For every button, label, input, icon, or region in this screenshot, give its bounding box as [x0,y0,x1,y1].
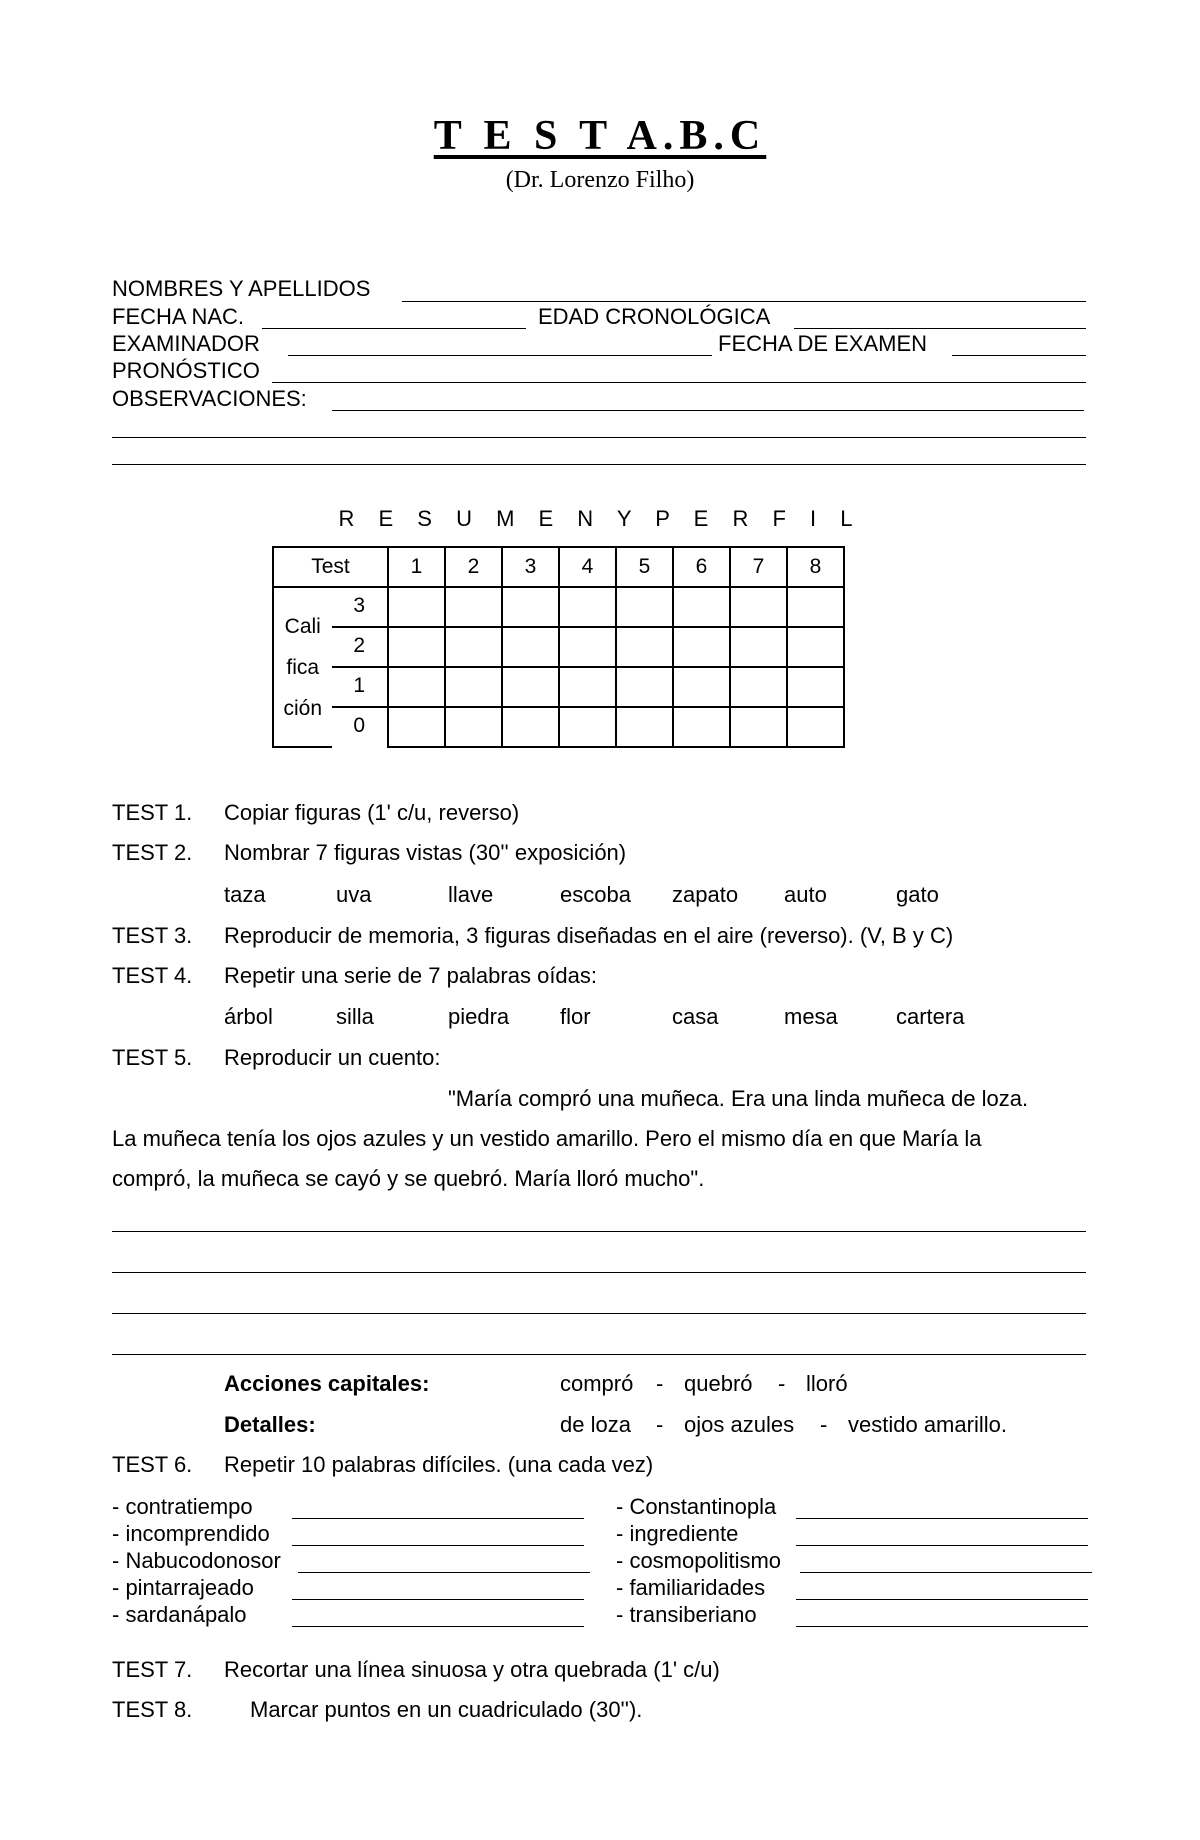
profile-table [272,546,845,748]
col-header: 8 [787,547,844,587]
level-1: 1 [332,667,388,707]
score-cell[interactable] [730,707,787,747]
score-cell[interactable] [673,667,730,707]
observaciones-line[interactable] [112,437,1086,438]
t6-answer[interactable] [292,1599,584,1600]
acciones-label: Acciones capitales: [224,1371,430,1396]
page-title: T E S T A.B.C [433,113,767,159]
score-cell[interactable] [559,707,616,747]
separator: - [820,1412,828,1437]
word-item: llave [448,882,494,907]
word-item: uva [336,882,372,907]
score-cell[interactable] [388,707,445,747]
score-cell[interactable] [559,667,616,707]
observaciones-field[interactable] [332,410,1084,411]
t6-answer[interactable] [292,1626,584,1627]
score-cell[interactable] [388,627,445,667]
word-item: mesa [784,1004,838,1029]
score-cell[interactable] [787,667,844,707]
word-item: piedra [448,1004,510,1029]
score-cell[interactable] [445,707,502,747]
word-item: taza [224,882,266,907]
observaciones-label: OBSERVACIONES: [112,386,307,411]
t6-answer[interactable] [796,1626,1088,1627]
examinador-label: EXAMINADOR [112,331,260,356]
score-cell[interactable] [502,707,559,747]
score-cell[interactable] [616,627,673,667]
t6-answer[interactable] [292,1545,584,1546]
score-cell[interactable] [616,587,673,627]
accion-item: compró [560,1371,634,1396]
col-header: 4 [559,547,616,587]
pronostico-field[interactable] [272,382,1086,383]
summary-heading: R E S U M E N Y P E R F I L [338,506,862,531]
test2-text: Nombrar 7 figuras vistas (30'' exposición) [224,840,627,865]
answer-line[interactable] [112,1272,1086,1273]
score-cell[interactable] [673,627,730,667]
accion-item: quebró [684,1371,753,1396]
word-item: casa [672,1004,719,1029]
score-cell[interactable] [787,707,844,747]
test4-label: TEST 4. [112,963,193,988]
col-header: 1 [388,547,445,587]
score-cell[interactable] [787,627,844,667]
t6-answer[interactable] [800,1572,1092,1573]
score-cell[interactable] [445,667,502,707]
col-header: 7 [730,547,787,587]
col-header: 6 [673,547,730,587]
score-cell[interactable] [388,667,445,707]
score-cell[interactable] [502,587,559,627]
level-2: 2 [332,627,388,667]
t6-word: - Nabucodonosor [112,1548,281,1573]
score-cell[interactable] [445,627,502,667]
nombres-field[interactable] [402,301,1086,302]
test7-text: Recortar una línea sinuosa y otra quebrada (1' c/u) [224,1657,720,1682]
word-item: gato [896,882,939,907]
observaciones-line[interactable] [112,464,1086,465]
answer-line[interactable] [112,1354,1086,1355]
word-item: árbol [224,1004,273,1029]
calificacion-label [273,587,332,747]
test6-label: TEST 6. [112,1452,193,1477]
test8-label: TEST 8. [112,1697,193,1722]
col-header: 5 [616,547,673,587]
test1-label: TEST 1. [112,800,193,825]
t6-word: - Constantinopla [616,1494,777,1519]
t6-word: - contratiempo [112,1494,253,1519]
detalle-item: de loza [560,1412,631,1437]
score-cell[interactable] [502,627,559,667]
test8-text: Marcar puntos en un cuadriculado (30''). [250,1697,643,1722]
fecha-examen-label: FECHA DE EXAMEN [718,331,928,356]
cal-line: Cali [284,614,321,638]
score-cell[interactable] [787,587,844,627]
score-cell[interactable] [502,667,559,707]
test6-text: Repetir 10 palabras difíciles. (una cada vez) [224,1452,654,1477]
fecha-nac-field[interactable] [262,328,526,329]
level-0: 0 [332,707,388,747]
word-item: cartera [896,1004,965,1029]
t6-word: - pintarrajeado [112,1575,254,1600]
score-cell[interactable] [559,627,616,667]
score-cell[interactable] [673,587,730,627]
fecha-nac-label: FECHA NAC. [112,304,245,329]
t6-answer[interactable] [298,1572,590,1573]
edad-label: EDAD CRONOLÓGICA [538,304,771,329]
test2-label: TEST 2. [112,840,193,865]
test3-text: Reproducir de memoria, 3 figuras diseñadas en el aire (reverso). (V, B y C) [224,923,954,948]
score-cell[interactable] [445,587,502,627]
cal-line: fica [286,655,320,679]
t6-answer[interactable] [796,1599,1088,1600]
separator: - [656,1412,664,1437]
detalle-item: ojos azules [684,1412,795,1437]
fecha-examen-field[interactable] [952,355,1086,356]
t6-answer[interactable] [796,1545,1088,1546]
score-cell[interactable] [730,627,787,667]
story-line: compró, la muñeca se cayó y se quebró. María lloró mucho". [112,1166,705,1191]
score-cell[interactable] [730,587,787,627]
separator: - [778,1371,786,1396]
score-cell[interactable] [616,707,673,747]
t6-answer[interactable] [796,1518,1088,1519]
test5-label: TEST 5. [112,1045,193,1070]
score-cell[interactable] [559,587,616,627]
t6-answer[interactable] [292,1518,584,1519]
score-cell[interactable] [388,587,445,627]
word-item: zapato [672,882,739,907]
pronostico-label: PRONÓSTICO [112,358,260,383]
word-item: silla [336,1004,374,1029]
t6-word: - incomprendido [112,1521,270,1546]
word-item: auto [784,882,827,907]
detalles-label: Detalles: [224,1412,316,1437]
accion-item: lloró [806,1371,848,1396]
t6-word: - familiaridades [616,1575,766,1600]
level-3: 3 [332,587,388,627]
examinador-field[interactable] [288,355,712,356]
t6-word: - ingrediente [616,1521,739,1546]
edad-field[interactable] [794,328,1086,329]
detalle-item: vestido amarillo. [848,1412,1007,1437]
t6-word: - transiberiano [616,1602,757,1627]
separator: - [656,1371,664,1396]
test5-text: Reproducir un cuento: [224,1045,441,1070]
col-header: 2 [445,547,502,587]
page-subtitle: (Dr. Lorenzo Filho) [505,167,695,193]
test-header: Test [273,547,388,587]
score-cell[interactable] [673,707,730,747]
t6-word: - sardanápalo [112,1602,247,1627]
score-cell[interactable] [730,667,787,707]
word-item: escoba [560,882,631,907]
test1-text: Copiar figuras (1' c/u, reverso) [224,800,520,825]
answer-line[interactable] [112,1231,1086,1232]
test3-label: TEST 3. [112,923,193,948]
col-header: 3 [502,547,559,587]
test7-label: TEST 7. [112,1657,193,1682]
score-cell[interactable] [616,667,673,707]
word-item: flor [560,1004,591,1029]
test4-text: Repetir una serie de 7 palabras oídas: [224,963,598,988]
nombres-label: NOMBRES Y APELLIDOS [112,276,371,301]
story-line: "María compró una muñeca. Era una linda muñeca de loza. [448,1086,1029,1111]
t6-word: - cosmopolitismo [616,1548,782,1573]
cal-line: ción [283,696,323,720]
story-line: La muñeca tenía los ojos azules y un vestido amarillo. Pero el mismo día en que María la [112,1126,982,1151]
answer-line[interactable] [112,1313,1086,1314]
